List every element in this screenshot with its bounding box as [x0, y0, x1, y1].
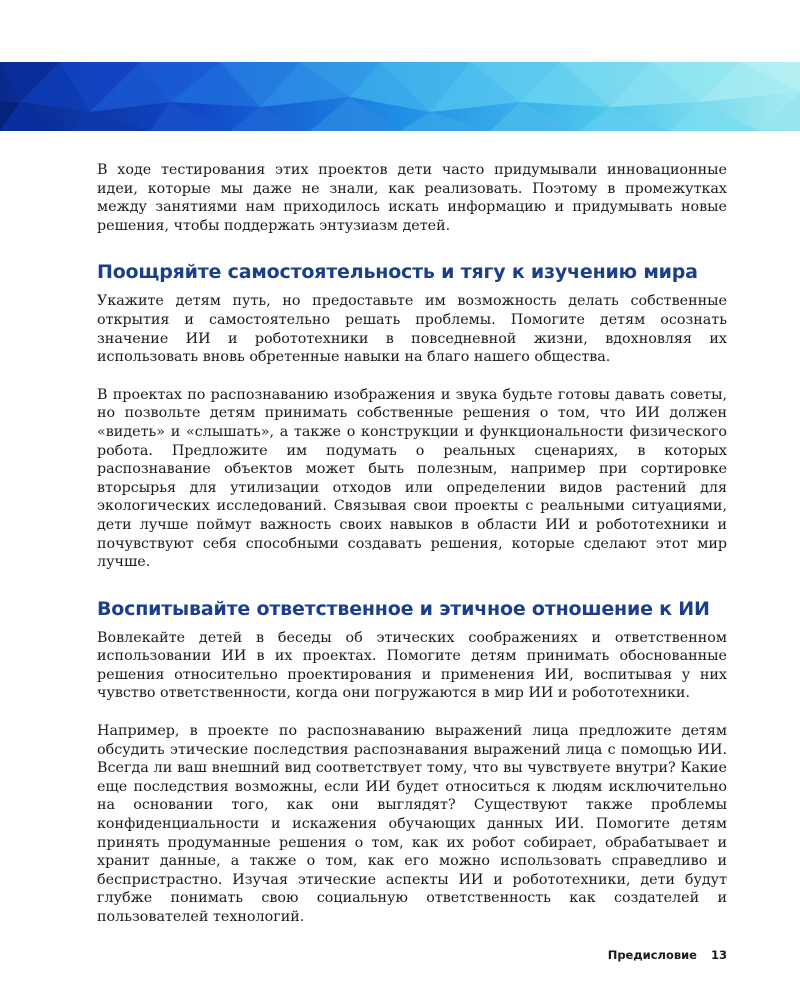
section-heading-independence: Поощряйте самостоятельность и тягу к изучению мира — [97, 261, 698, 284]
footer-section-label: Предисловие — [607, 948, 697, 962]
main-content — [97, 161, 727, 946]
section-paragraph: В проектах по распознаванию изображения и звука будьте готовы давать советы, но позвольте детям принимать собственные решения о том, что ИИ должен «видеть» и «слышать», а также о конструкции и функциональности физического робота. Предложите им подумать о реальных сценариях, в которых распознавание объектов может быть полезным, например при сортировке вторсырья для утилизации отходов или определении видов растений для экологических исследований. Связывая свои проекты с реальными ситуациями, дети лучше поймут важность своих навыков в области ИИ и робототехники и почувствуют себя способными создавать решения, которые сделают этот мир лучше. — [97, 386, 727, 571]
section-paragraph: Например, в проекте по распознаванию выражений лица предложите детям обсудить этические последствия распознавания выражений лица с помощью ИИ. Всегда ли ваш внешний вид соответствует тому, что вы чувствуете внутри? Какие еще последствия возможны, если ИИ будет относиться к людям исключительно на основании того, как они выглядят? Существуют также проблемы конфиденциальности и искажения обучающих данных ИИ. Помогите детям принять продуманные решения о том, как их робот собирает, обрабатывает и хранит данные, а также о том, как его можно использовать справедливо и беспристрастно. Изучая этические аспекты ИИ и робототехники, дети будут глубже понимать свою социальную ответственность как создателей и пользователей технологий. — [97, 723, 727, 925]
decorative-banner — [0, 62, 800, 131]
page-footer — [608, 948, 727, 962]
polygon-pattern — [0, 62, 800, 131]
page-number: 13 — [710, 948, 727, 962]
section-heading-ethics: Воспитывайте ответственное и этичное отношение к ИИ — [97, 597, 710, 620]
intro-paragraph: В ходе тестирования этих проектов дети часто придумывали инновационные идеи, которые мы даже не знали, как реализовать. Поэтому в промежутках между занятиями нам приходилось искать информацию и придумывать новые решения, чтобы поддержать энтузиазм детей. — [97, 162, 727, 234]
section-paragraph: Укажите детям путь, но предоставьте им возможность делать собственные открытия и самостоятельно решать проблемы. Помогите детям осознать значение ИИ и робототехники в повседневной жизни, вдохновляя их использовать вновь обретенные навыки на благо нашего общества. — [97, 293, 727, 366]
section-paragraph: Вовлекайте детей в беседы об этических соображениях и ответственном использовании ИИ в их проектах. Помогите детям принимать обоснованные решения относительно проектирования и применения ИИ, воспитывая у них чувство ответственности, когда они погружаются в мир ИИ и робототехники. — [97, 629, 727, 702]
